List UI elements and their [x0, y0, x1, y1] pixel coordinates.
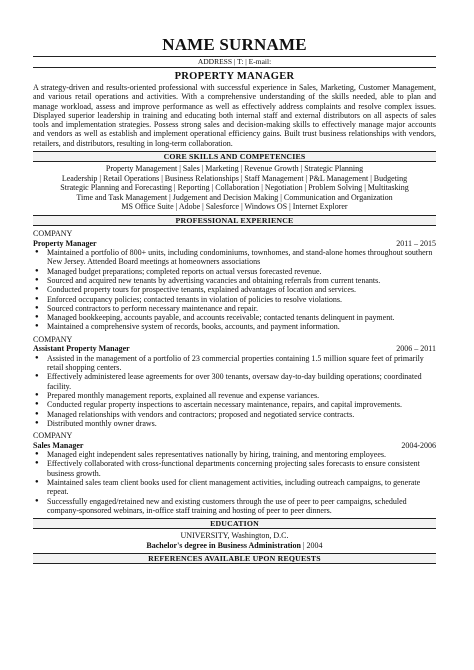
skills-line: Property Management | Sales | Marketing | Revenue Growth | Strategic Planning	[105, 164, 364, 174]
company-name: COMPANY	[33, 229, 73, 239]
skills-line: Strategic Planning and Forecasting | Reporting | Collaboration | Negotiation | Problem Solving | Multitasking	[60, 183, 409, 193]
education-block	[33, 531, 436, 550]
job-bullets	[33, 354, 436, 428]
job-entry	[33, 335, 436, 428]
company-name: COMPANY	[33, 334, 73, 344]
section-references-heading: REFERENCES AVAILABLE UPON REQUESTS	[33, 553, 436, 564]
skills-line: Time and Task Management | Judgement and Decision Making | Communication and Organization	[76, 192, 393, 202]
list-item: ● Assisted in the management of a portfolio of 23 commercial properties containing 1.5 million square feet of primarily retail shopping centers.	[47, 354, 436, 373]
list-item: ● Successfully engaged/retained new and existing customers through the use of peer to peer campaigns, scheduled company-sponsored webinars, in-office staff training and hosting of peer to peer dinners.	[47, 497, 436, 516]
job-title: Property Manager	[33, 238, 97, 248]
list-item: ● Distributed monthly owner draws.	[47, 419, 436, 428]
list-item: ● Conducted regular property inspections to ascertain necessary maintenance, repairs, and capital improvements.	[47, 400, 436, 409]
list-item: ● Managed relationships with vendors and contractors; proposed and negotiated service contracts.	[47, 410, 436, 419]
skills-line: MS Office Suite | Adobe | Salesforce | Windows OS | Internet Explorer	[121, 202, 348, 212]
degree-year: | 2004	[302, 540, 323, 550]
job-headline: PROPERTY MANAGER	[174, 71, 295, 82]
company-name: COMPANY	[33, 431, 73, 441]
list-item: ● Managed eight independent sales representatives nationally by hiring, training, and mentoring employees.	[47, 450, 436, 459]
section-experience-heading: PROFESSIONAL EXPERIENCE	[33, 215, 436, 226]
school-name: UNIVERSITY, Washington, D.C.	[180, 531, 289, 541]
list-item: ● Managed budget preparations; completed reports on actual versus forecasted revenue.	[47, 267, 436, 276]
list-item: ● Effectively collaborated with cross-functional departments concerning projecting sales forecasts to ensure consistent business growth.	[47, 459, 436, 478]
list-item: ● Prepared monthly management reports, explained all revenue and expense variances.	[47, 391, 436, 400]
candidate-name: NAME SURNAME	[162, 35, 307, 54]
list-item: ● Maintained a comprehensive system of records, books, accounts, and payment information.	[47, 322, 436, 331]
list-item: ● Effectively administered lease agreements for over 300 tenants, oversaw day-to-day building operations; coordinated facility.	[47, 372, 436, 391]
job-entry	[33, 431, 436, 515]
summary-paragraph: A strategy-driven and results-oriented professional with successful experience in Sales, Marketing, Customer Management, and various retail operations and activities. With a comprehensive understanding of the skills needed, able to plan and manage workload, assess and improve performance as well as effectively address complaints and resolve complex issues. Displayed superior leadership in training and educating both internal staff and external distributors on all aspects of sales tools and implementation strategies. Possess strong sales and decision-making skills to effectively manage major accounts and vendors as well as establish and implement operational efficiency gains. Built trust business relationships with vendors, retailers, and distributors, resulting in long-term collaboration.	[33, 83, 436, 148]
degree-name: Bachelor's degree in Business Administration	[146, 540, 301, 550]
list-item: ● Enforced occupancy policies; contacted tenants in violation of policies to resolve violations.	[47, 295, 436, 304]
role-line	[33, 441, 436, 451]
job-bullets	[33, 450, 436, 515]
list-item: ● Conducted property tours for prospective tenants, explained advantages of location and services.	[47, 285, 436, 294]
skills-line: Leadership | Retail Operations | Business Relationships | Staff Management | P&L Management | Budgeting	[61, 173, 408, 183]
job-entry	[33, 229, 436, 332]
section-skills-heading: CORE SKILLS AND COMPETENCIES	[33, 151, 436, 162]
list-item: ● Managed bookkeeping, accounts payable, and accounts receivable; contacted tenants delinquent in payment.	[47, 313, 436, 322]
contact-line: ADDRESS | T: | E-mail:	[33, 56, 436, 68]
list-item: ● Maintained sales team client books used for client management activities, including outreach campaigns, to generate repeat.	[47, 478, 436, 497]
list-item: ● Maintained a portfolio of 800+ units, including condominiums, townhomes, and stand-alone homes throughout southern New Jersey. Attended Board meetings at homeowners associations	[47, 248, 436, 267]
section-education-heading: EDUCATION	[33, 518, 436, 529]
job-title: Sales Manager	[33, 440, 84, 450]
job-bullets	[33, 248, 436, 332]
job-dates: 2004-2006	[401, 440, 436, 450]
job-dates: 2006 – 2011	[396, 344, 436, 354]
list-item: ● Sourced contractors to perform necessary maintenance and repair.	[47, 304, 436, 313]
role-line	[33, 344, 436, 354]
job-title: Assistant Property Manager	[33, 344, 130, 354]
degree-line	[33, 541, 436, 551]
job-dates: 2011 – 2015	[396, 238, 436, 248]
skills-block	[33, 164, 436, 212]
list-item: ● Sourced and acquired new tenants by advertising vacancies and obtaining referrals from current tenants.	[47, 276, 436, 285]
role-line	[33, 239, 436, 249]
